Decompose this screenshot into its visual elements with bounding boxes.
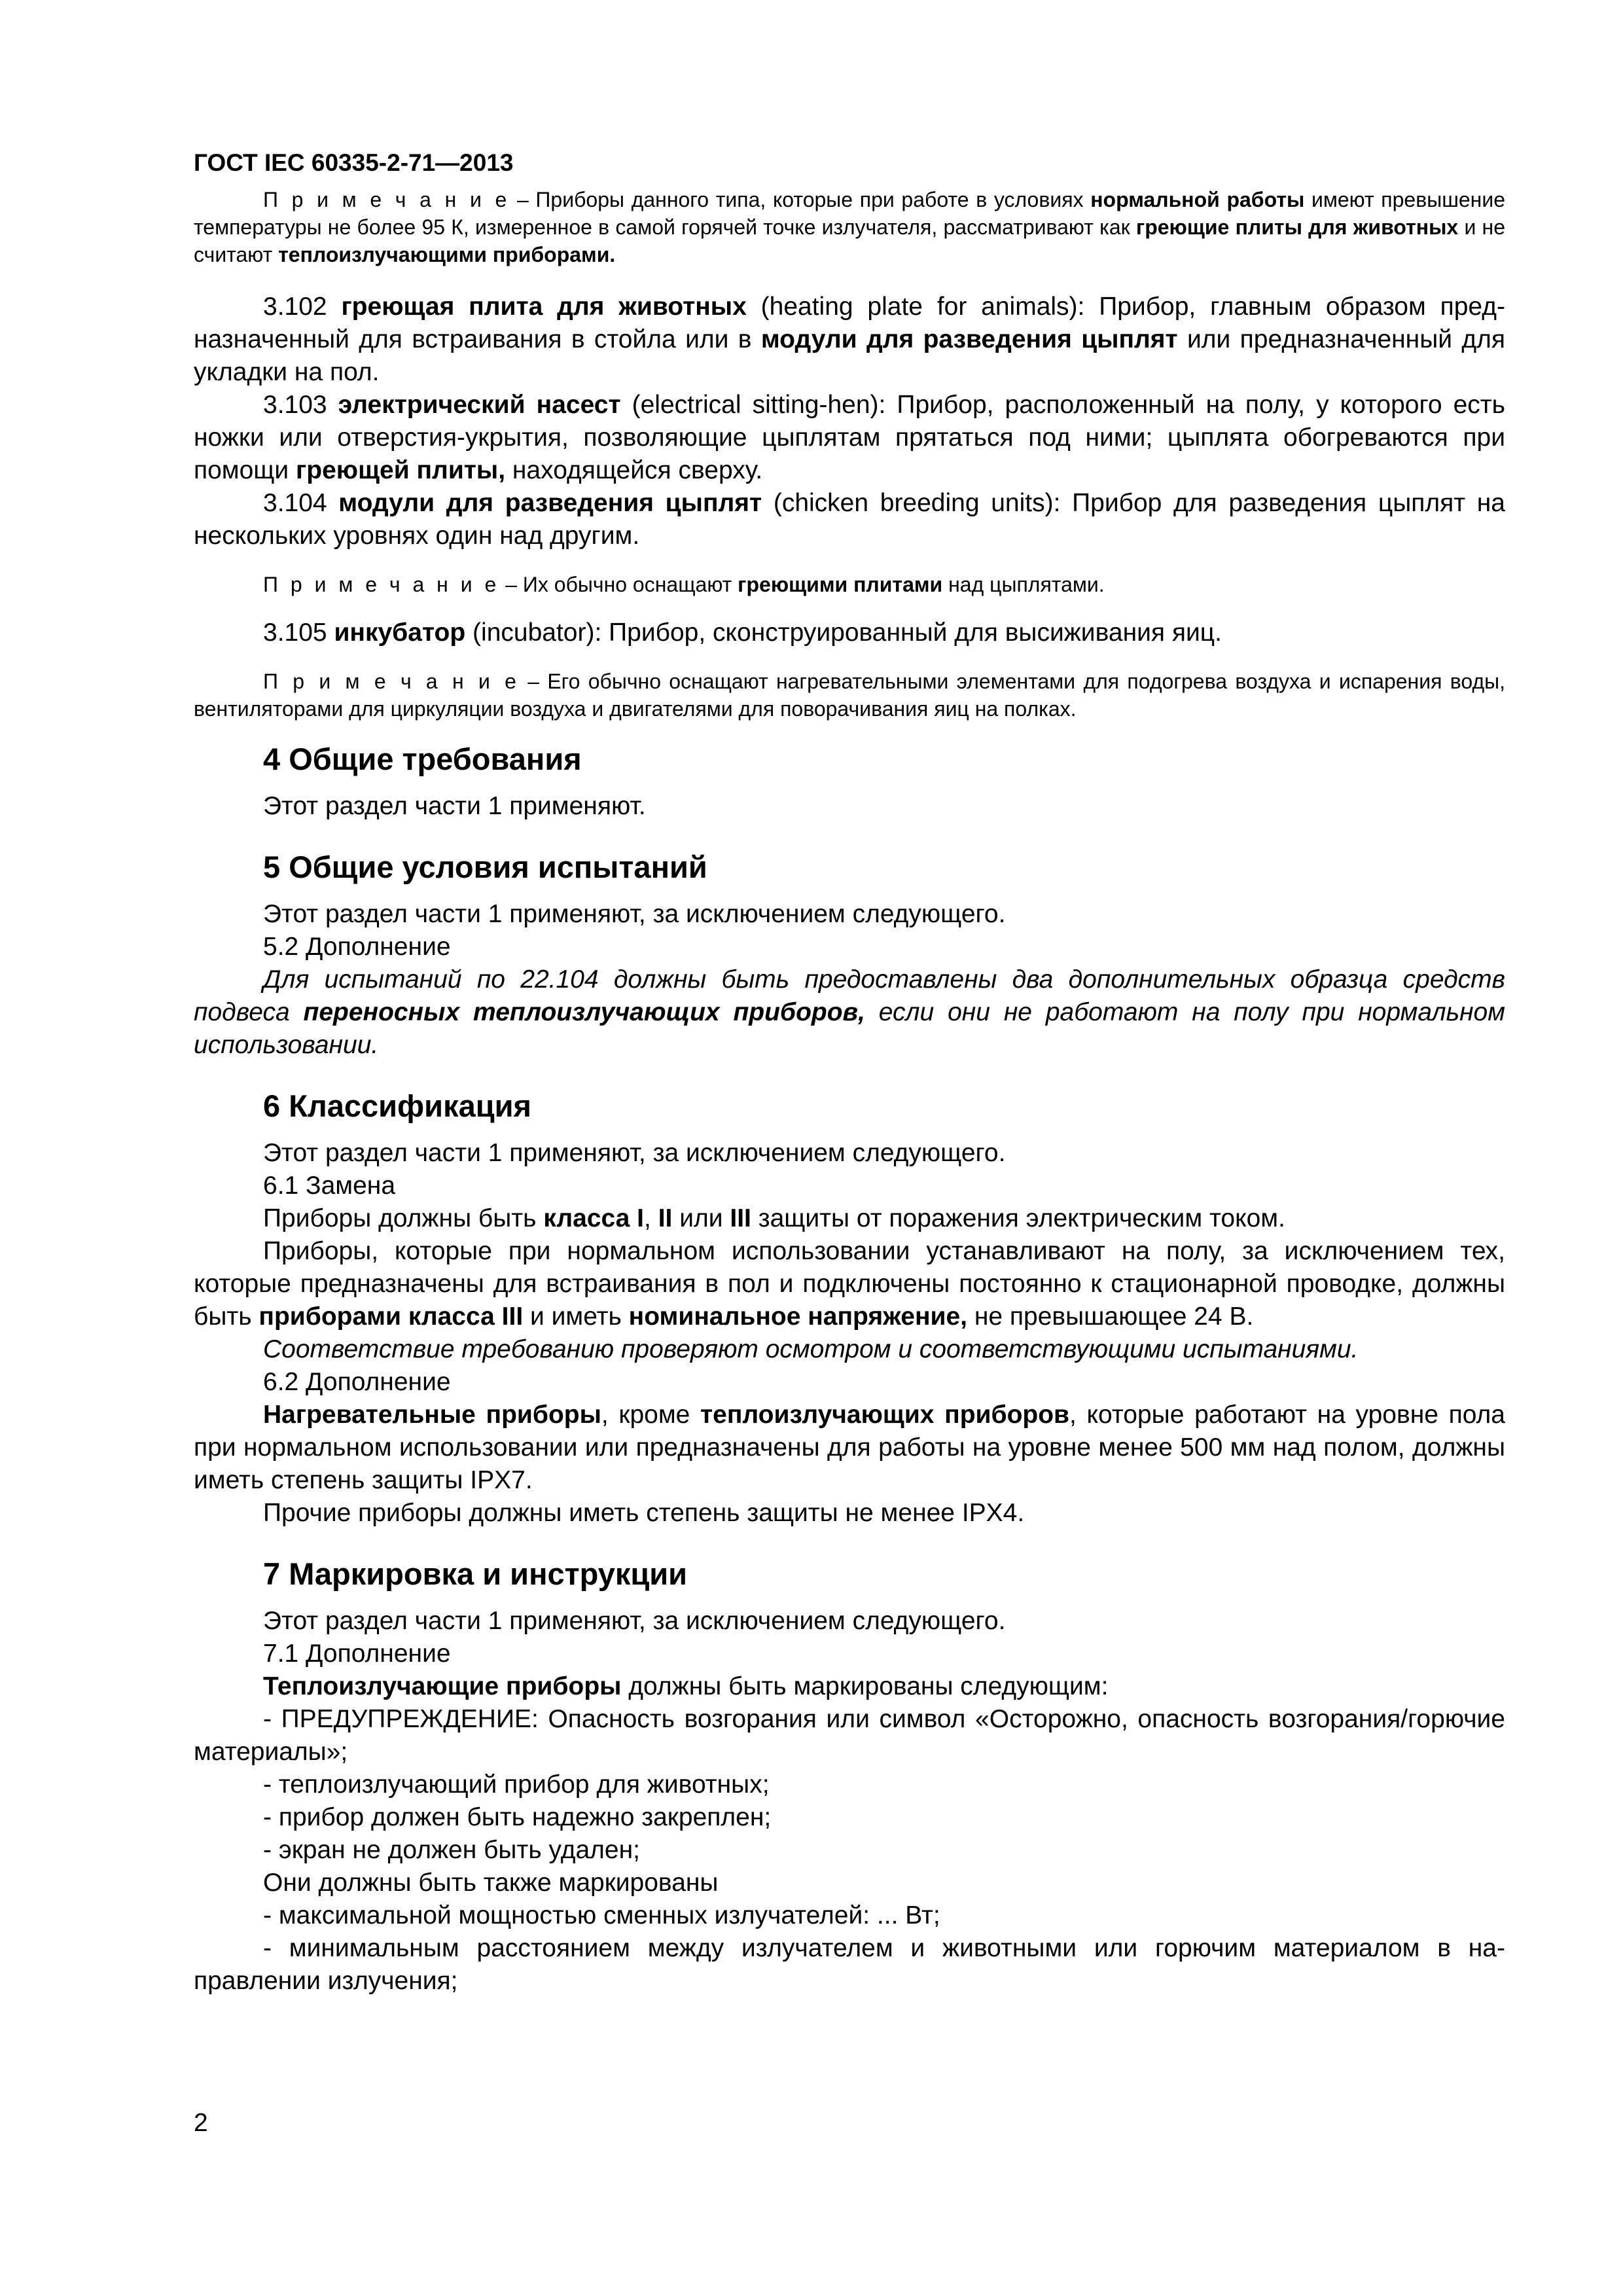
- note-1: П р и м е ч а н и е – Приборы данного типа, которые при работе в условиях нормальной работы имеют превышение температуры не более 95 К, измеренное в самой горячей точке излучателя, рассматривают как греющие плиты для животных и не считают теплоизлучающими приборами.: [194, 188, 1506, 266]
- section-7-title: 7 Маркировка и инструкции: [263, 1556, 688, 1591]
- definition-3-104: 3.104 модули для разведения цыплят (chicken breeding units): Прибор для разведения цыплят на нескольких уровнях один над другим.: [194, 489, 1505, 550]
- note-2: П р и м е ч а н и е – Их обычно оснащают греющими плитами над цыплятами.: [263, 573, 1105, 596]
- page-number: 2: [194, 2109, 208, 2137]
- section-5-2-text: Для испытаний по 22.104 должны быть предоставлены два дополнительных образца средств подвеса переносных теплоизлучающих приборов, если они не работают на полу при нормальном использовании.: [194, 965, 1505, 1059]
- definition-3-105: 3.105 инкубатор (incubator): Прибор, сконструированный для высиживания яиц.: [263, 619, 1222, 647]
- note-3: П р и м е ч а н и е – Его обычно оснащают нагревательными элементами для подогрева воздуха и испарения воды, вентиляторами для циркуляции воздуха и двигателями для поворачивания яиц на полках.: [194, 670, 1506, 721]
- list-item: - прибор должен быть надежно закреплен;: [263, 1803, 772, 1831]
- section-4-title: 4 Общие требования: [263, 742, 582, 776]
- section-5-body: Этот раздел части 1 применяют, за исключением следующего. 5.2 Дополнение Для испытаний по 22.104 должны быть предоставлены два дополнительных образца средств подвеса переносных теплоизлучающих приборов, если они не работают на полу при нормальном использовании.: [194, 898, 1505, 1062]
- list-item: - экран не должен быть удален;: [263, 1836, 640, 1864]
- list-item: - максимальной мощностью сменных излучателей: ... Вт;: [263, 1901, 940, 1929]
- definitions-block: [194, 291, 1505, 552]
- list-item: - теплоизлучающий прибор для животных;: [263, 1770, 770, 1799]
- standard-header: ГОСТ IEC 60335-2-71—2013: [194, 149, 514, 176]
- definition-3-103: 3.103 электрический насест (electrical sitting-hen): Прибор, расположенный на полу, у которого есть ножки или отверстия-укрытия, позволяющие цыплятам прятаться под ними; цыплята обогреваются при помощи греющей плиты, находящейся сверху.: [194, 391, 1505, 484]
- document-page: [194, 149, 1505, 1998]
- section-5-title: 5 Общие условия испытаний: [263, 850, 707, 884]
- definition-3-102: 3.102 греющая плита для животных (heating plate for animals): Прибор, главным образом предназначенный для встраивания в стойла или в модули для разведения цыплят или предназначенный для укладки на пол.: [194, 293, 1506, 386]
- list-item: - минимальным расстоянием между излучателем и животными или горючим материалом в направлении излучения;: [194, 1934, 1505, 1995]
- list-item: - ПРЕДУПРЕЖДЕНИЕ: Опасность возгорания или символ «Осторожно, опасность возгорания/горючие материалы»;: [194, 1705, 1505, 1766]
- section-7-body: Этот раздел части 1 применяют, за исключением следующего. 7.1 Дополнение Теплоизлучающие приборы должны быть маркированы следующим: - ПРЕДУПРЕЖДЕНИЕ: Опасность возгорания или символ «Осторожно, опасность возгорания/горючие материалы»; - теплоизлучающий прибор для животных; - прибор должен быть надежно закреплен; - экран не должен быть удален; Они должны быть также маркированы - максимальной мощностью сменных излучателей: ... Вт; - минимальным расстоянием между излучателем и животными или горючим материалом в направлении излучения;: [194, 1605, 1505, 1998]
- section-6-body: Этот раздел части 1 применяют, за исключением следующего. 6.1 Замена Приборы должны быть класса I, II или III защиты от поражения электрическим током. Приборы, которые при нормальном использовании устанавливают на полу, за исключением тех, которые предназначены для встраивания в пол и подключены постоянно к стационарной проводке, должны быть приборами класса III и иметь номинальное напряжение, не превышающее 24 В. Соответствие требованию проверяют осмотром и соответствующими испытаниями. 6.2 Дополнение Нагревательные приборы, кроме теплоизлучающих приборов, которые работают на уровне пола при нормальном использовании или предназначены для работы на уровне менее 500 мм над полом, должны иметь степень защиты IPX7. Прочие приборы должны иметь степень защиты не менее IPX4.: [194, 1139, 1506, 1527]
- section-4-text: Этот раздел части 1 применяют.: [263, 792, 646, 820]
- section-6-title: 6 Классификация: [263, 1088, 531, 1123]
- note-label: П р и м е ч а н и е: [263, 188, 510, 211]
